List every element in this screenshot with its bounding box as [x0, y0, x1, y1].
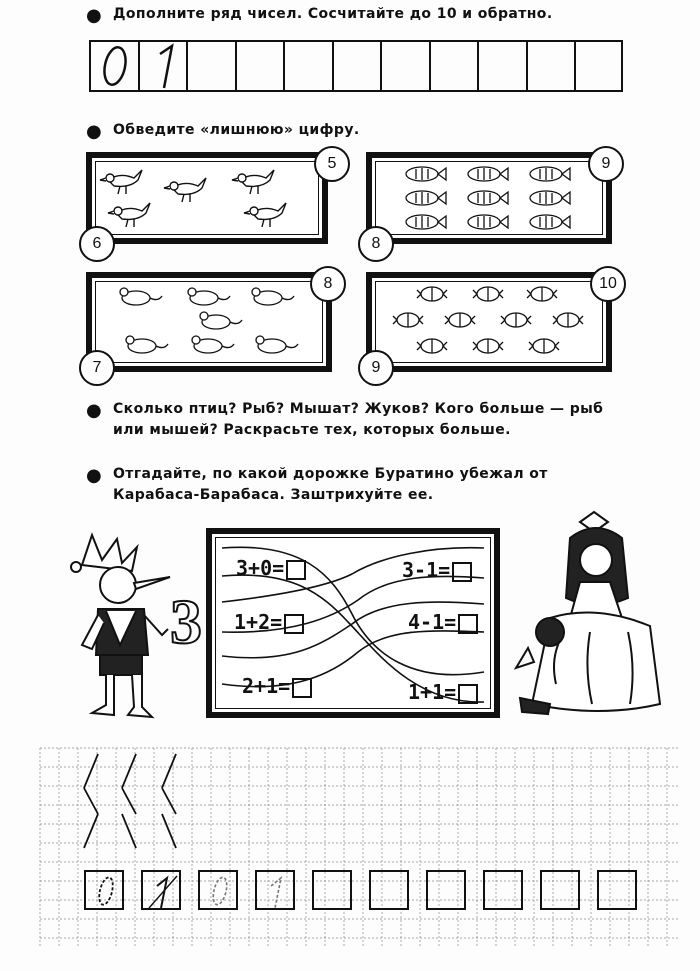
traced-digit — [257, 872, 297, 912]
maze-frame — [206, 528, 500, 718]
number-row — [89, 27, 623, 92]
mice-frame — [86, 272, 332, 372]
answer-box[interactable] — [458, 614, 478, 634]
task-4-text: Отгадайте, по какой дорожке Буратино убежал от Карабаса-Барабаса. Заштрихуйте ее. — [113, 466, 548, 503]
answer-box[interactable] — [284, 614, 304, 634]
number-cell[interactable] — [188, 42, 237, 90]
number-cell[interactable] — [285, 42, 334, 90]
number-cell[interactable] — [334, 42, 383, 90]
pinocchio-illustration — [62, 525, 202, 725]
bullet-icon: ● — [86, 121, 103, 142]
number-badge[interactable]: 6 — [79, 226, 115, 262]
maze-equation: 1+2= — [234, 610, 304, 634]
number-cell[interactable] — [528, 42, 577, 90]
copy-cell[interactable] — [483, 870, 523, 910]
fish-frame — [366, 152, 612, 244]
bullet-icon: ● — [86, 465, 103, 486]
number-badge[interactable]: 5 — [314, 146, 350, 182]
beetles-picture — [372, 278, 606, 366]
copy-cell[interactable] — [255, 870, 295, 910]
birds-picture — [92, 158, 322, 238]
copy-cell[interactable] — [141, 857, 181, 910]
handwritten-digit — [139, 27, 188, 90]
number-cell[interactable] — [382, 42, 431, 90]
task-1-text: Дополните ряд чисел. Сосчитайте до 10 и обратно. — [113, 6, 553, 22]
handwritten-digit — [91, 27, 139, 90]
copybook-grid — [40, 748, 680, 948]
answer-box[interactable] — [458, 684, 478, 704]
number-cell[interactable] — [431, 42, 480, 90]
number-cell[interactable] — [237, 42, 286, 90]
svg-text:1: 1 — [143, 857, 154, 876]
task-2-text: Обведите «лишнюю» цифру. — [113, 122, 360, 138]
answer-box[interactable] — [452, 562, 472, 582]
svg-text:0: 0 — [91, 27, 102, 46]
birds-frame — [86, 152, 328, 244]
digit-three: 3 — [170, 586, 202, 657]
number-badge[interactable]: 10 — [590, 266, 626, 302]
copy-cell[interactable] — [312, 870, 352, 910]
copy-cell[interactable] — [540, 870, 580, 910]
fish-picture — [372, 158, 606, 238]
number-badge[interactable]: 8 — [358, 226, 394, 262]
number-badge[interactable]: 9 — [588, 146, 624, 182]
number-badge[interactable]: 9 — [358, 350, 394, 386]
number-badge[interactable]: 8 — [310, 266, 346, 302]
malvina-illustration — [510, 508, 670, 728]
traced-digit — [143, 857, 183, 912]
maze-equation: 2+1= — [242, 674, 312, 698]
maze-equation: 4-1= — [408, 610, 478, 634]
traced-digit — [86, 857, 126, 912]
number-cell[interactable] — [139, 27, 189, 90]
number-badge[interactable]: 7 — [79, 350, 115, 386]
slanted-strokes — [84, 754, 176, 848]
answer-box[interactable] — [286, 560, 306, 580]
copy-cell[interactable] — [597, 870, 637, 910]
beetles-frame — [366, 272, 612, 372]
answer-box[interactable] — [292, 678, 312, 698]
number-cell[interactable] — [576, 42, 619, 90]
number-cell[interactable] — [479, 42, 528, 90]
task-3-text: Сколько птиц? Рыб? Мышат? Жуков? Кого больше — рыб или мышей? Раскрасьте тех, которых больше. — [113, 401, 604, 438]
svg-text:1: 1 — [139, 27, 150, 46]
maze-equation: 1+1= — [408, 680, 478, 704]
copy-cell[interactable] — [198, 870, 238, 910]
svg-text:0: 0 — [86, 857, 97, 876]
copybook-cells — [84, 857, 644, 912]
traced-digit — [200, 872, 240, 912]
number-cell[interactable] — [91, 27, 140, 90]
copy-cell[interactable] — [84, 857, 124, 910]
maze-equation: 3-1= — [402, 558, 472, 582]
maze-equation: 3+0= — [236, 556, 306, 580]
copy-cell[interactable] — [369, 870, 409, 910]
copy-cell[interactable] — [426, 870, 466, 910]
bullet-icon: ● — [86, 5, 103, 26]
mice-picture — [92, 278, 326, 366]
bullet-icon: ● — [86, 400, 103, 421]
